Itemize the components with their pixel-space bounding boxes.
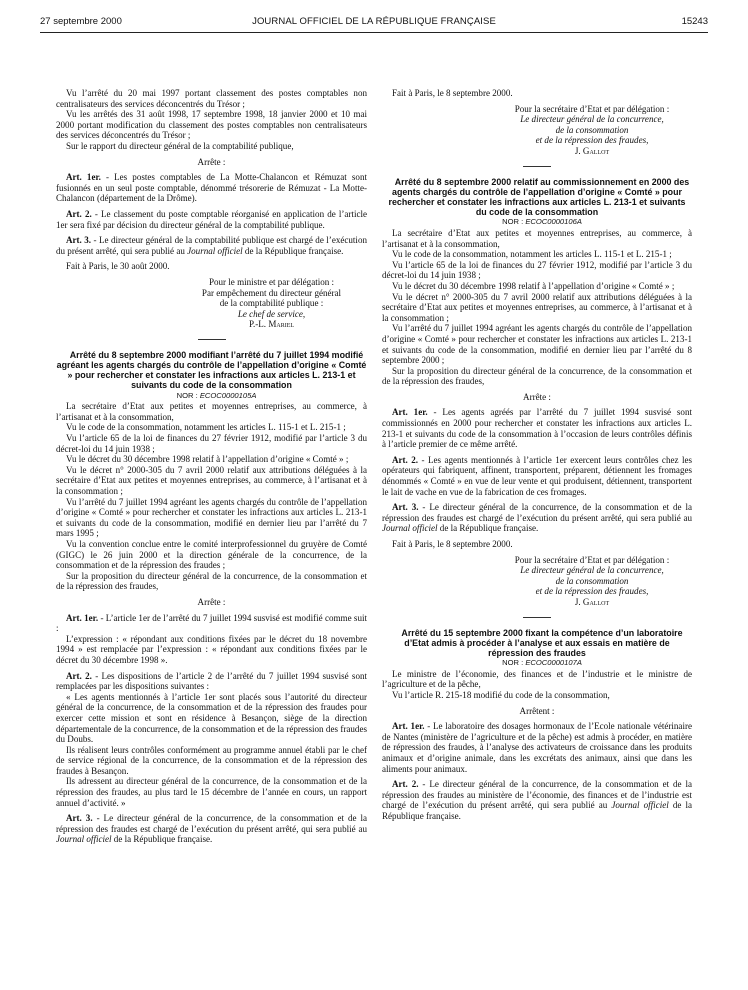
section-divider — [198, 339, 226, 340]
article-3 — [56, 235, 367, 256]
nor-code: ECOC0000106A — [525, 217, 582, 227]
article-text: - Le directeur général de la concurrence, de la consommation et de la répression des fraudes est chargé de l’exécution du présent arrêté, qui sera publié au — [56, 813, 368, 834]
fait-a-paris: Fait à Paris, le 8 septembre 2000. — [392, 539, 513, 549]
visa: Vu l’article 65 de la loi de finances du 27 février 1912, modifié par l’article 3 du décret-loi du 14 juin 1938 ; — [382, 259, 692, 281]
signatory-name: J. Gallot — [574, 596, 610, 607]
article-label: Art. 1er. — [392, 721, 425, 732]
article-paragraph: « Les agents mentionnés à l’article 1er sont placés sous l’autorité du directeur général de la concurrence, de la consommation et de la répression des fraudes pour exercer cette mission et sont en résidence à Besançon, siège de la direction départementale de la concurrence, de la consommation et de la répression des fraudes du Doubs. — [56, 691, 367, 745]
article-3 — [56, 813, 367, 845]
signature-title: de la consommation — [555, 124, 629, 135]
article-1 — [56, 613, 367, 634]
article-label: Art. 2. — [392, 454, 419, 465]
article-text: de la République française. — [111, 834, 213, 845]
signature-line: Pour la secrétaire d’Etat et par délégation : — [514, 103, 670, 114]
signature-title: Le chef de service, — [237, 308, 306, 319]
visa: Vu le décret n° 2000-305 du 7 avril 2000 relatif aux attributions déléguées à la secrétaire d’Etat aux petites et moyennes entreprises, au commerce, à l’artisanat et à la consommation ; — [56, 464, 367, 497]
article-text: - Les postes comptables de La Motte-Chalancon et Rémuzat sont fusionnés en un seul poste comptable, dénommé trésorerie de Rémuzat - La Motte-Chalancon (département de la Drôme). — [56, 172, 367, 204]
arrete-heading: Arrête : — [197, 596, 226, 607]
visa: Vu l’arrêté du 7 juillet 1994 agréant les agents chargés du contrôle de l’appellation d’origine « Comté » pour rechercher et constater les infractions aux articles L. 213-1 et suivants du code de la consommation, modifié en dernier lieu par l’arrêté du 8 septembre 2000 ; — [382, 323, 692, 366]
signature-title: Le directeur général de la concurrence, — [520, 565, 664, 576]
article-text: de la République française. — [382, 800, 693, 821]
signatory-name: P.-L. Mariel — [248, 319, 295, 330]
visa: Vu l’article R. 215-18 modifié du code de la consommation, — [392, 689, 610, 700]
visa: Vu le décret du 30 décembre 1998 relatif à l’appellation d’origine « Comté » ; — [66, 454, 349, 465]
visa: Sur le rapport du directeur général de la comptabilité publique, — [66, 140, 294, 151]
article-label: Art. 1er. — [66, 612, 99, 623]
nor-reference — [56, 391, 367, 402]
journal-officiel-ref: Journal officiel — [382, 523, 438, 534]
visa: Vu l’arrêté du 20 mai 1997 portant classement des postes comptables non centralisateurs des services déconcentrés du Trésor ; — [56, 88, 367, 109]
article-paragraph: Ils adressent au directeur général de la concurrence, de la consommation et de la répression des fraudes, au plus tard le 15 décembre de l’année en cours, un rapport annuel d’activité. » — [56, 776, 367, 808]
visa: Vu le décret du 30 décembre 1998 relatif à l’appellation d’origine « Comté » ; — [392, 280, 675, 291]
article-1 — [382, 407, 692, 449]
signature-line: Pour la secrétaire d’Etat et par délégation : — [514, 554, 670, 565]
article-text: de la République française. — [242, 245, 344, 256]
article-label: Art. 2. — [66, 208, 92, 219]
header-date: 27 septembre 2000 — [40, 16, 122, 27]
article-label: Art. 3. — [66, 235, 92, 246]
article-paragraph: L’expression : « répondant aux conditions fixées par le décret du 18 novembre 1994 » est remplacée par l’expression : « répondant aux conditions fixées par le décret du 30 décembre 1998 ». — [56, 633, 367, 665]
visa: Vu l’arrêté du 7 juillet 1994 agréant les agents chargés du contrôle de l’appellation d’origine « Comté » pour rechercher et constater les infractions aux articles L. 213-1 et suivants du code de la consommation, modifié en dernier lieu par l’arrêté du 7 mars 1995 ; — [56, 496, 367, 539]
nor-code: ECOC0000105A — [199, 390, 257, 400]
article-label: Art. 3. — [66, 813, 93, 824]
left-column — [56, 88, 367, 845]
article-label: Art. 2. — [66, 670, 92, 681]
article-label: Art. 1er. — [66, 172, 101, 183]
fait-a-paris: Fait à Paris, le 30 août 2000. — [66, 261, 170, 272]
article-text: - Le directeur général de la concurrence, de la consommation et de la répression des fraudes est chargé de l’exécution du présent arrêté, qui sera publié au — [382, 502, 692, 523]
visa: Vu l’article 65 de la loi de finances du 27 février 1912, modifié par l’article 3 du décret-loi du 14 juin 1938 ; — [56, 433, 367, 454]
journal-officiel-ref: Journal officiel — [187, 245, 243, 256]
page-number: 15243 — [681, 16, 708, 27]
article-text: - Le directeur général de la comptabilité publique est chargé de l’exécution du présent arrêté, qui sera publié au — [56, 235, 367, 256]
article-1 — [56, 172, 367, 204]
signatory-name: J. Gallot — [574, 145, 610, 156]
arrete-heading: Arrête : — [197, 156, 226, 167]
article-2 — [56, 671, 367, 692]
visa: Le ministre de l’économie, des finances et de l’industrie et le ministre de l’agriculture et de la pêche, — [382, 668, 692, 690]
decree-title: Arrêté du 8 septembre 2000 relatif au commissionnement en 2000 des agents chargés du contrôle de l’appellation d’origine « Comté » pour rechercher et constater les infractions aux articles L. 213-1 et suivants du code de la consommation — [388, 176, 690, 218]
article-label: Art. 1er. — [392, 407, 428, 418]
signature-title: et de la répression des fraudes, — [535, 586, 649, 597]
article-text: - Les agents mentionnés à l’article 1er exercent leurs contrôles chez les opérateurs qui fabriquent, affinent, transportent, préparent, détiennent les fromages dénommés « Comté » en vue de leur vente et qui produisent, détiennent, transportent le lait de vache en vue de la fabrication de ces fromages. — [382, 454, 693, 497]
nor-code: ECOC0000107A — [525, 658, 582, 668]
article-label: Art. 3. — [392, 502, 419, 513]
visa: La secrétaire d’Etat aux petites et moyennes entreprises, au commerce, à l’artisanat et à la consommation, — [56, 401, 367, 422]
article-text: - Le directeur général de la concurrence, de la consommation et de la répression des fraudes au ministère de l’économie, des finances et de l’industrie est chargé de l’exécution du présent arrêté, qui sera publié au — [382, 779, 692, 811]
article-text: - L’article 1er de l’arrêté du 7 juillet 1994 susvisé est modifié comme suit : — [56, 612, 367, 634]
article-text: - Le laboratoire des dosages hormonaux de l’Ecole nationale vétérinaire de Nantes (ministère de l’agriculture et de la pêche) est admis à procéder, en matière de répression des fraudes, à l’analyse des activateurs de croissance dans les produits animaux et d’origine animale, dans les excrétats des animaux, ainsi que dans les aliments pour animaux. — [382, 721, 692, 774]
signature-line: de la comptabilité publique : — [219, 298, 324, 309]
section-divider — [523, 166, 551, 167]
visa: Sur la proposition du directeur général de la concurrence, de la consommation et de la répression des fraudes, — [56, 570, 367, 592]
decree-title: Arrêté du 15 septembre 2000 fixant la compétence d’un laboratoire d’Etat admis à procéder à l’analyse et aux essais en matière de répression des fraudes — [401, 627, 683, 658]
nor-reference — [382, 658, 692, 669]
article-paragraph: Ils réalisent leurs contrôles conformément au programme annuel établi par le chef de service régional de la concurrence, de la consommation et de la répression des fraudes à Besançon. — [56, 744, 367, 776]
signature-title: de la consommation — [555, 575, 629, 586]
nor-label: NOR : — [502, 217, 526, 227]
visa: Sur la proposition du directeur général de la concurrence, de la consommation et de la répression des fraudes, — [382, 365, 692, 387]
right-column — [382, 88, 692, 821]
article-1 — [382, 721, 692, 774]
signature-title: Le directeur général de la concurrence, — [520, 114, 664, 125]
journal-title: JOURNAL OFFICIEL DE LA RÉPUBLIQUE FRANÇAISE — [252, 16, 496, 27]
article-2 — [382, 455, 692, 497]
fait-a-paris: Fait à Paris, le 8 septembre 2000. — [392, 88, 513, 98]
arrete-heading: Arrête : — [523, 391, 551, 402]
visa: Vu le code de la consommation, notamment les articles L. 115-1 et L. 215-1 ; — [66, 422, 346, 433]
signature-line: Pour le ministre et par délégation : — [208, 276, 335, 287]
article-2 — [382, 779, 692, 821]
article-text: - Les dispositions de l’article 2 de l’arrêté du 7 juillet 1994 susvisé sont remplacées par les dispositions suivantes : — [56, 670, 367, 692]
signature-line: Par empêchement du directeur général — [201, 287, 342, 298]
visa: Vu la convention conclue entre le comité interprofessionnel du gruyère de Comté (GIGC) le 26 juin 2000 et la direction générale de la concurrence, de la consommation et de la répression des fraudes ; — [56, 539, 367, 571]
visa: La secrétaire d’Etat aux petites et moyennes entreprises, au commerce, à l’artisanat et à la consommation, — [382, 227, 692, 249]
article-text: de la République française. — [437, 523, 539, 534]
article-text: - Le classement du poste comptable réorganisé en application de l’article 1er sera fixé par décision du directeur général de la comptabilité publique. — [56, 208, 368, 230]
article-2 — [56, 209, 367, 230]
nor-reference — [382, 217, 692, 228]
arrete-heading: Arrêtent : — [519, 705, 555, 716]
visa: Vu le décret n° 2000-305 du 7 avril 2000 relatif aux attributions déléguées à la secrétaire d’Etat aux petites et moyennes entreprises, au commerce, à l’artisanat et à la consommation ; — [382, 291, 692, 323]
page-header — [40, 14, 708, 33]
section-divider — [523, 617, 551, 618]
article-text: - Les agents agréés par l’arrêté du 7 juillet 1994 susvisé sont commissionnés en 2000 pour rechercher et constater les infractions aux articles L. 213-1 et suivants du code de la consommation à l’occasion de leurs contrôles définis à l’article premier de ce même arrêté. — [382, 407, 692, 450]
visa: Vu le code de la consommation, notamment les articles L. 115-1 et L. 215-1 ; — [392, 249, 672, 260]
decree-title: Arrêté du 8 septembre 2000 modifiant l’arrêté du 7 juillet 1994 modifié agréant les agents chargés du contrôle de l’appellation d’origine « Comté » pour rechercher et constater les infractions aux articles L. 213-1 et suivants du code de la consommation — [56, 349, 367, 391]
nor-label: NOR : — [502, 658, 526, 668]
journal-officiel-ref: Journal officiel — [611, 800, 669, 811]
journal-officiel-ref: Journal officiel — [56, 834, 112, 845]
article-3 — [382, 502, 692, 534]
article-label: Art. 2. — [392, 779, 419, 790]
nor-label: NOR : — [176, 390, 200, 400]
signature-title: et de la répression des fraudes, — [535, 135, 649, 146]
visa: Vu les arrêtés des 31 août 1998, 17 septembre 1998, 18 janvier 2000 et 10 mai 2000 portant modification du classement des postes comptables non centralisateurs des services déconcentrés du Trésor ; — [56, 109, 367, 141]
